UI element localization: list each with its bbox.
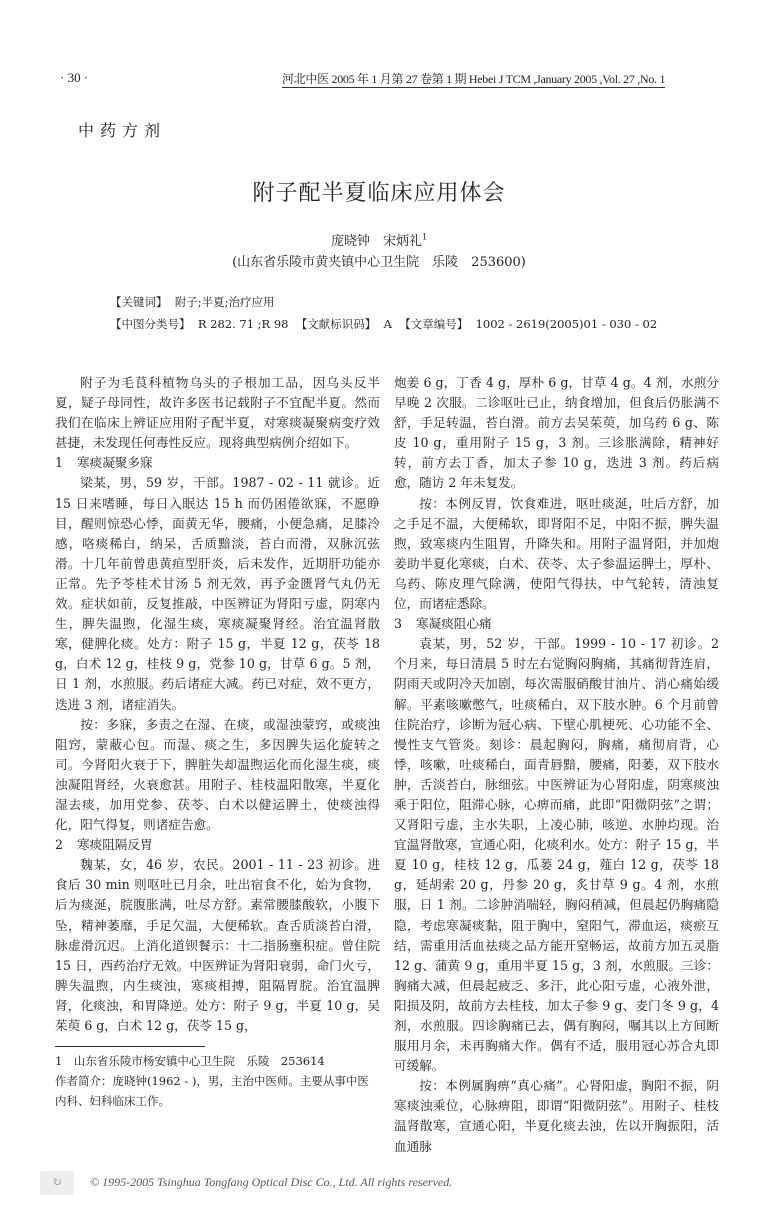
keywords-value: 附子;半夏;治疗应用: [174, 295, 275, 309]
left-column: [55, 373, 380, 1111]
article-header: [0, 0, 758, 373]
note-paragraph: 按：本例属胸痹“真心痛”。心肾阳虚，胸阳不振，阴寒痰浊乘位，心脉痹阻，即谓“阳微阴弦”。用附子、桂枝温肾散寒，宣通心阳，半夏化痰去浊，佐以开胸振阳，活血通脉: [394, 1078, 719, 1154]
author-names: 庞晓钟 宋炳礼: [330, 234, 422, 249]
section-heading: 中药方剂: [78, 121, 167, 140]
footnote-affiliation: 1 山东省乐陵市杨安镇中心卫生院 乐陵 253614: [55, 1054, 325, 1069]
section-number: 2: [55, 837, 64, 853]
section-title: 寒凝痰阻心痛: [416, 616, 492, 632]
section-title: 寒痰凝聚多寐: [77, 455, 153, 471]
article-id-value: 1002 - 2619(2005)01 - 030 - 02: [475, 317, 658, 331]
affiliation: (山东省乐陵市黄夹镇中心卫生院 乐陵 253600): [232, 255, 526, 270]
case-paragraph: 梁某，男，59 岁，干部。1987 - 02 - 11 就诊。近 15 日来嗜睡，每日入眠达 15 h 而仍困倦欲寐，不愿睁目，醒则惊恐心悸，面黄无华，腰痛，小便急痛，足膝冷感，咯痰稀白，纳呆，舌质黯淡，苔白而滑，双脉沉弦滑。十几年前曾患黄疸型肝炎，后未发作，近期肝功能亦正常。先予苓桂术甘汤 5 剂无效，再予金匮肾气丸仍无效。症状如前，反复推敲，中医辨证为肾阳亏虚，阴寒内生，脾失温煦，化湿生痰，寒痰凝聚肾经。治宜温肾散寒，健脾化痰。处方：附子 15 g，半夏 12 g，茯苓 18 g，白术 12 g，桂枝 9 g，党参 10 g，甘草 6 g。5 剂，日 1 剂，水煎服。药后诸症大减。药已对症，效不更方，迭进 3 剂，诸症消失。: [55, 475, 380, 712]
section-number: 3: [394, 616, 403, 632]
article-title: 附子配半夏临床应用体会: [252, 181, 506, 206]
note-paragraph: 按：多寐，多责之在湿、在痰，或湿浊蒙窍，或痰浊阻窍，蒙蔽心包。而湿、痰之生，多因脾失运化旋转之司。今肾阳火衰于下，脾脏失却温煦运化而化湿生痰，痰浊凝阻肾经，火衰愈甚。用附子、桂枝温阳散寒，半夏化湿去痰，加用党参、茯苓、白术以健运脾土，使痰浊得化，阳气得复，则诸症告愈。: [55, 716, 380, 833]
right-column: [394, 373, 719, 1157]
author-bio: 作者简介：庞晓钟(1962 - )，男，主治中医师。主要从事中医内科、妇科临床工作。: [55, 1074, 369, 1109]
publisher-logo-icon: ↻: [40, 1171, 74, 1195]
running-header: 河北中医 2005 年 1 月第 27 卷第 1 期 Hebei J TCM ,January 2005 ,Vol. 27 ,No. 1: [282, 72, 666, 86]
case-paragraph: 魏某，女，46 岁，农民。2001 - 11 - 23 初诊。进食后 30 min 则呕吐已月余，吐出宿食不化，始为食物，后为痰涎，脘腹胀满，吐尽方舒。素常腰膝酸软，小腹下坠，精神萎靡，手足欠温，大便稀软。查舌质淡苔白滑，脉虚滑沉迟。上消化道钡餐示：十二指肠壅积症。曾住院 15 日，西药治疗无效。中医辨证为肾阳衰弱，命门火亏，脾失温煦，内生痰浊，寒痰相搏，阻隔胃脘。治宜温脾肾，化痰浊，和胃降逆。处方：附子 9 g，半夏 10 g，吴茱萸 6 g，白术 12 g，茯苓 15 g，: [55, 857, 380, 1033]
classification-line: [110, 316, 657, 332]
case-paragraph-continued: 炮姜 6 g，丁香 4 g，厚朴 6 g，甘草 4 g。4 剂，水煎分早晚 2 次服。二诊呕吐已止，纳食增加，但食后仍胀满不舒，手足转温，苔白滑。前方去吴茱萸，加乌药 6 g、陈皮 10 g，重用附子 15 g，3 剂。三诊胀满除，精神好转，前方去丁香，加太子参 10 g，迭进 3 剂。药后病愈，随访 2 年未复发。: [394, 375, 719, 491]
author-footnote-mark: 1: [421, 232, 428, 242]
authors: [0, 230, 758, 249]
note-paragraph: 按：本例反胃，饮食难进，呕吐痰涎，吐后方舒，加之手足不温，大便稀软，即肾阳不足，中阳不振，脾失温煦，致寒痰内生阻胃，升降失和。用附子温肾阳，并加炮姜助半夏化寒痰，白术、茯苓、太子参温运脾土，厚朴、乌药、陈皮理气除满，使阳气得扶，中气轮转，清浊复位，而诸症悉除。: [394, 495, 719, 612]
article-id-label: 【文章编号】: [399, 317, 469, 331]
section-heading-3: [394, 614, 719, 634]
doc-code-value: A: [383, 317, 392, 331]
keywords-label: 【关键词】: [110, 295, 168, 309]
clc-value: R 282. 71 ;R 98: [197, 317, 289, 331]
doc-code-label: 【文献标识码】: [295, 317, 377, 331]
section-heading-1: [55, 453, 380, 473]
intro-paragraph: 附子为毛茛科植物乌头的子根加工品，因乌头反半夏，疑子母同性，故许多医书记载附子不宜配半夏。然而我们在临床上辨证应用附子配半夏，对寒痰凝聚病变疗效甚捷，未发现任何毒性反应。现将典型病例介绍如下。: [55, 375, 380, 451]
section-number: 1: [55, 455, 64, 471]
page-number: · 30 ·: [60, 70, 89, 85]
article-body: [0, 373, 758, 1157]
page-footer: [0, 1157, 758, 1211]
case-paragraph: 袁某，男，52 岁，干部。1999 - 10 - 17 初诊。2 个月来，每日清晨 5 时左右觉胸闷胸痛，其痛彻背连肩，阴雨天或阴冷天加剧，每次需服硝酸甘油片、消心痛始缓解。平素咳嗽憋气，吐痰稀白，双下肢水肿。6 个月前曾住院治疗，诊断为冠心病、下壁心肌梗死、心功能不全、慢性支气管炎。刻诊：晨起胸闷，胸痛，痛彻肩背，心悸，咳嗽，吐痰稀白，面青唇黯，腰痛，阳萎，双下肢水肿，舌淡苔白，脉细弦。中医辨证为心肾阳虚，阴寒痰浊乘于阳位，阻滞心脉，心痹而痛，此即“阳微阴弦”之谓；又肾阳亏虚，主水失职，上凌心肺，咳逆、水肿均现。治宜温肾散寒，宣通心阳，化痰利水。处方：附子 15 g，半夏 10 g，桂枝 12 g，瓜蒌 24 g，薤白 12 g，茯苓 18 g，延胡索 20 g，丹参 20 g，炙甘草 9 g。4 剂，水煎服，日 1 剂。二诊肿消喘轻，胸闷稍减，但晨起仍胸痛隐隐，考虑寒凝痰黏，阻于胸中，窒阳气，滞血运，痰瘀互结，需重用活血祛痰之品方能开窒畅运，故前方加五灵脂 12 g、蒲黄 9 g，重用半夏 15 g，3 剂，水煎服。三诊：胸痛大减，但晨起疲乏、多汗，此心阳亏虚，心液外泄，阳损及阴，故前方去桂枝，加太子参 9 g、麦门冬 9 g，4 剂，水煎服。四诊胸痛已去，偶有胸闷，嘱其以上方间断服用月余，未再胸痛大作。偶有不适，服用冠心苏合丸即可缓解。: [394, 636, 719, 1074]
copyright: © 1995-2005 Tsinghua Tongfang Optical Disc Co., Ltd. All rights reserved.: [90, 1175, 453, 1190]
section-heading-2: [55, 835, 380, 855]
clc-label: 【中图分类号】: [110, 317, 191, 331]
section-title: 寒痰阻隔反胃: [77, 837, 153, 853]
keywords-line: [110, 294, 275, 310]
footnote-divider: [55, 1046, 205, 1047]
